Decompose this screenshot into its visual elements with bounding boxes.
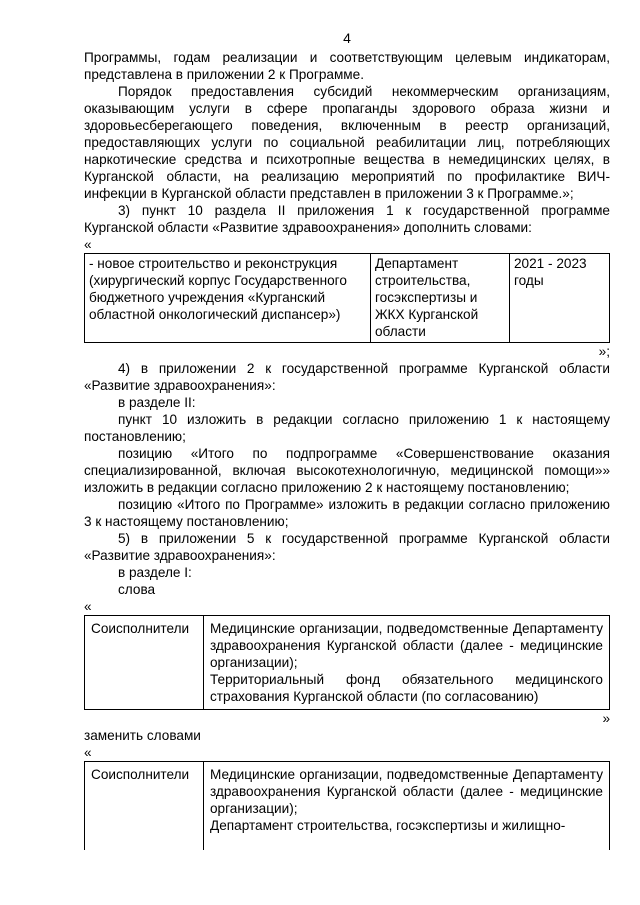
quote-open: « [84,237,92,252]
paragraph-item-3: 3) пункт 10 раздела II приложения 1 к государственной программе Курганской области «Развитие здравоохранения» дополнить словами: [84,203,610,235]
table-row [85,254,610,343]
paragraph-section-1: в разделе I: [118,565,192,580]
co-executors-label-cell: Соисполнители [85,762,204,851]
paragraph-item-4: 4) в приложении 2 к государственной программе Курганской области «Развитие здравоохранения»: [84,361,610,393]
paragraph-subsidy-order: Порядок предоставления субсидий некоммерческим организациям, оказывающим услуги в сфере пропаганды здорового образа жизни и здоровьесберегающего поведения, включенным в реестр организаций, предоставляющих услуги по социальной реабилитации лиц, потребляющих наркотические средства и психотропные вещества в немедицинских целях, в Курганской области, на реализацию мероприятий по профилактике ВИЧ-инфекции в Курганской области представлен в приложении 3 к Программе.»; [84,84,610,201]
paragraph-words: слова [118,582,156,597]
co-executor-insurance-fund: Территориальный фонд обязательного медицинского страхования Курганской области (по согласованию) [210,672,603,704]
table-row [85,762,610,851]
quote-open: « [84,745,92,760]
table-row [85,616,610,710]
co-executors-old-table [84,615,610,710]
co-executors-list-cell [204,762,610,851]
paragraph-item-5: 5) в приложении 5 к государственной программе Курганской области «Развитие здравоохранения»: [84,531,610,563]
page-number: 4 [343,30,351,46]
co-executors-label-cell: Соисполнители [85,616,204,710]
activity-cell: - новое строительство и реконструкция (хирургический корпус Государственного бюджетного учреждения «Курганский областной онкологический диспансер») [85,254,371,343]
paragraph-section-2: в разделе II: [118,395,196,410]
paragraph-programme-indicators: Программы, годам реализации и соответствующим целевым индикаторам, представлена в приложении 2 к Программе. [84,50,610,82]
quote-close: » [602,711,610,726]
paragraph-subtotal-position: позицию «Итого по подпрограмме «Совершенствование оказания специализированной, включая высокотехнологичную, медицинской помощи»» изложить в редакции согласно приложению 2 к настоящему постановлению; [84,446,610,495]
quote-open: « [84,599,92,614]
period-cell: 2021 - 2023 годы [510,254,610,343]
construction-table [84,253,610,343]
co-executor-medical-orgs: Медицинские организации, подведомственные Департаменту здравоохранения Курганской области (далее - медицинские организации); [210,621,603,670]
paragraph-point-10: пункт 10 изложить в редакции согласно приложению 1 к настоящему постановлению; [84,412,610,444]
co-executor-construction-dept: Департамент строительства, госэкспертизы и жилищно- [210,818,566,833]
paragraph-replace-with: заменить словами [84,728,201,743]
co-executor-medical-orgs: Медицинские организации, подведомственные Департаменту здравоохранения Курганской области (далее - медицинские организации); [210,767,603,816]
executor-cell: Департамент строительства, госэкспертизы и ЖКХ Курганской области [371,254,510,343]
co-executors-list-cell [204,616,610,710]
paragraph-total-position: позицию «Итого по Программе» изложить в редакции согласно приложению 3 к настоящему постановлению; [84,497,610,529]
document-page [84,30,610,850]
quote-close: »; [598,344,610,359]
co-executors-new-table [84,761,610,850]
